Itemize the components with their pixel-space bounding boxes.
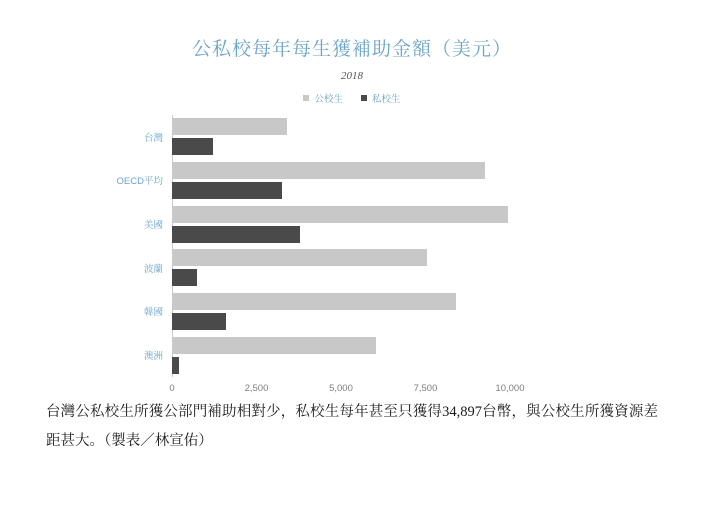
- bar-private: [172, 269, 197, 286]
- bar-row: [143, 290, 537, 334]
- chart-legend: [42, 91, 662, 105]
- bar-public: [172, 206, 508, 223]
- chart-title: 公私校每年每生獲補助金額（美元）: [191, 39, 512, 60]
- bar-private: [172, 182, 282, 199]
- x-tick-label: 10,000: [495, 383, 525, 394]
- category-label: 波蘭: [143, 263, 163, 275]
- x-tick-label: 7,500: [413, 383, 438, 394]
- legend-item-private: [361, 91, 401, 105]
- bar-public: [172, 249, 427, 266]
- bar-row: [116, 159, 537, 203]
- bar-row: [143, 115, 537, 159]
- legend-swatch-private: [361, 95, 367, 101]
- legend-label-private: 私校生: [372, 94, 401, 105]
- category-label: 韓國: [143, 307, 163, 319]
- bar-rows: [116, 115, 537, 377]
- chart-card: [42, 18, 662, 394]
- bar-private: [172, 138, 213, 155]
- plot-area: [42, 115, 662, 395]
- legend-label-public: 公校生: [314, 94, 343, 105]
- chart-subtitle: 2018: [341, 70, 363, 82]
- legend-swatch-public: [303, 95, 309, 101]
- bar-row: [143, 246, 537, 290]
- bar-public: [172, 118, 287, 135]
- category-label: OECD平均: [116, 176, 163, 188]
- category-label: 美國: [143, 220, 163, 232]
- plot-inner: [116, 115, 537, 377]
- x-tick-label: 5,000: [329, 383, 353, 394]
- bar-private: [172, 226, 300, 243]
- category-label: 澳洲: [143, 351, 163, 363]
- figure-caption: 台灣公私校生所獲公部門補助相對少，私校生每年甚至只獲得34,897台幣，與公校生所獲資源差距甚大。（製表／林宣佑）: [46, 404, 658, 449]
- bar-public: [172, 337, 376, 354]
- bar-row: [143, 333, 537, 377]
- bar-private: [172, 357, 179, 374]
- bar-public: [172, 293, 456, 310]
- x-axis-ticks: [169, 379, 537, 397]
- bar-row: [143, 202, 537, 246]
- bar-private: [172, 313, 226, 330]
- x-tick-label: 0: [169, 383, 175, 394]
- legend-item-public: [303, 91, 343, 105]
- bar-public: [172, 162, 485, 179]
- category-label: 台灣: [143, 132, 163, 144]
- x-tick-label: 2,500: [244, 383, 269, 394]
